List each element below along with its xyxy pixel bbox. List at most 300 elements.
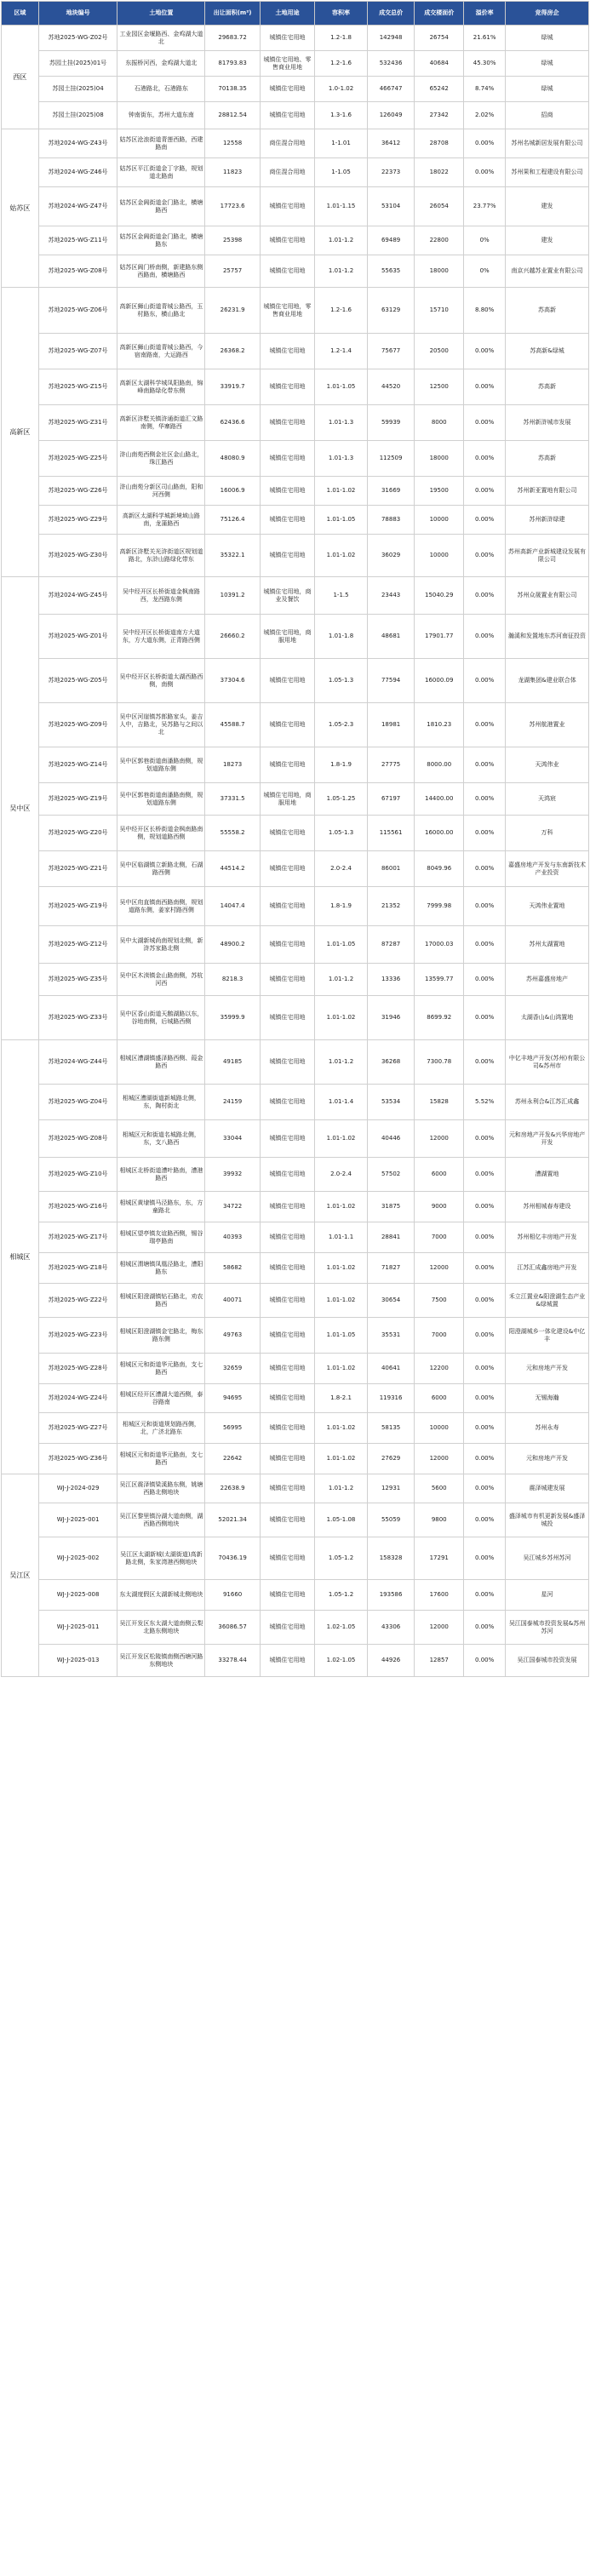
location-cell: 相城区黄埭镇马泾路东，东，方童路北 [117, 1192, 205, 1222]
unit-price-cell: 9000 [415, 1192, 464, 1222]
parcel-code-cell: 苏地2025-WG-Z06号 [38, 288, 117, 334]
premium-rate-cell: 21.61% [464, 26, 506, 51]
table-row [2, 1354, 589, 1384]
winner-cell: 苏州众晟置业有限公司 [506, 577, 589, 615]
premium-rate-cell: 8.74% [464, 77, 506, 102]
total-price-cell: 78883 [367, 506, 414, 535]
area-cell: 24159 [205, 1085, 260, 1120]
parcel-code-cell: 苏地2024-WG-Z47号 [38, 187, 117, 226]
total-price-cell: 30654 [367, 1284, 414, 1318]
location-cell: 相城区元和街道华元路南，支七路西 [117, 1444, 205, 1474]
table-row [2, 1192, 589, 1222]
unit-price-cell: 6000 [415, 1158, 464, 1192]
parcel-code-cell: 苏地2025-WG-Z12号 [38, 926, 117, 964]
premium-rate-cell: 5.52% [464, 1085, 506, 1120]
plot-ratio-cell: 1.2-1.6 [315, 51, 368, 77]
winner-cell: 星河 [506, 1580, 589, 1611]
plot-ratio-cell: 1.01-1.05 [315, 926, 368, 964]
table-row [2, 1040, 589, 1085]
parcel-code-cell: 苏地2025-WG-Z08号 [38, 255, 117, 288]
plot-ratio-cell: 1.01-1.2 [315, 1040, 368, 1085]
location-cell: 相城区经开区漕湖大道西侧，泰谷路南 [117, 1384, 205, 1413]
premium-rate-cell: 0.00% [464, 1537, 506, 1580]
premium-rate-cell: 0.00% [464, 1222, 506, 1253]
winner-cell: 元和房地产开发 [506, 1444, 589, 1474]
area-cell: 37304.6 [205, 659, 260, 703]
plot-ratio-cell: 1.01-1.05 [315, 1318, 368, 1354]
header-area: 出让面积(m²) [205, 2, 260, 26]
unit-price-cell: 10000 [415, 535, 464, 577]
winner-cell: 苏州新浒城市发展 [506, 405, 589, 441]
unit-price-cell: 26054 [415, 187, 464, 226]
plot-ratio-cell: 1.01-1.02 [315, 1413, 368, 1444]
unit-price-cell: 16000.09 [415, 659, 464, 703]
table-row [2, 1537, 589, 1580]
winner-cell: 江苏汇成鑫房地产开发 [506, 1253, 589, 1284]
total-price-cell: 23443 [367, 577, 414, 615]
unit-price-cell: 18000 [415, 441, 464, 477]
parcel-code-cell: WJ-J-2025-002 [38, 1537, 117, 1580]
area-cell: 70138.35 [205, 77, 260, 102]
unit-price-cell: 17600 [415, 1580, 464, 1611]
plot-ratio-cell: 1.01-1.02 [315, 996, 368, 1040]
winner-cell: 苏高新&绿城 [506, 334, 589, 369]
area-cell: 94695 [205, 1384, 260, 1413]
table-row [2, 1085, 589, 1120]
unit-price-cell: 40684 [415, 51, 464, 77]
premium-rate-cell: 0.00% [464, 405, 506, 441]
winner-cell: 绿城 [506, 77, 589, 102]
winner-cell: 苏州新亚置地有限公司 [506, 477, 589, 506]
area-cell: 55558.2 [205, 816, 260, 851]
unit-price-cell: 27342 [415, 102, 464, 129]
location-cell: 相城区望亭镇友谊路西侧，锡谷瑞亭路南 [117, 1222, 205, 1253]
land-use-cell: 城镇住宅用地 [260, 26, 314, 51]
table-row [2, 1645, 589, 1677]
winner-cell: 天鸿伟业 [506, 747, 589, 783]
table-row [2, 996, 589, 1040]
location-cell: 吴江区黎里镇汾湖大道南侧，湖西路西侧地块 [117, 1503, 205, 1537]
unit-price-cell: 15040.29 [415, 577, 464, 615]
location-cell: 相城区漕湖镇盛泽路西侧、葭金路西 [117, 1040, 205, 1085]
location-cell: 吴中经开区长桥街道金枫南路南侧，规划道路西侧 [117, 816, 205, 851]
total-price-cell: 27629 [367, 1444, 414, 1474]
parcel-code-cell: 苏地2025-WG-Z27号 [38, 1413, 117, 1444]
area-cell: 25398 [205, 226, 260, 255]
plot-ratio-cell: 1.05-1.08 [315, 1503, 368, 1537]
land-use-cell: 城镇住宅用地 [260, 887, 314, 926]
location-cell: 高新区太湖科学城凤阳路南，锦峰南路绿化带东侧 [117, 369, 205, 405]
winner-cell: 苏州太湖置地 [506, 926, 589, 964]
premium-rate-cell: 0.00% [464, 1580, 506, 1611]
location-cell: 吴江区太湖新城(太湖街道)高新路北侧，朱家湾港西侧地块 [117, 1537, 205, 1580]
plot-ratio-cell: 1.05-1.3 [315, 659, 368, 703]
unit-price-cell: 10000 [415, 1413, 464, 1444]
land-use-cell: 城镇住宅用地 [260, 1537, 314, 1580]
location-cell: 吴中经开区长桥街道金枫南路西，龙西路东侧 [117, 577, 205, 615]
total-price-cell: 36029 [367, 535, 414, 577]
table-row [2, 783, 589, 816]
total-price-cell: 36412 [367, 129, 414, 158]
winner-cell: 苏州高新产业新城建设发展有限公司 [506, 535, 589, 577]
unit-price-cell: 12857 [415, 1645, 464, 1677]
parcel-code-cell: 苏地2025-WG-Z28号 [38, 1354, 117, 1384]
premium-rate-cell: 0.00% [464, 615, 506, 659]
unit-price-cell: 1810.23 [415, 703, 464, 747]
total-price-cell: 18981 [367, 703, 414, 747]
plot-ratio-cell: 1.01-1.02 [315, 477, 368, 506]
premium-rate-cell: 0.00% [464, 1158, 506, 1192]
winner-cell: 建发 [506, 226, 589, 255]
total-price-cell: 193586 [367, 1580, 414, 1611]
table-row [2, 369, 589, 405]
table-row [2, 334, 589, 369]
unit-price-cell: 8049.96 [415, 851, 464, 887]
table-row [2, 477, 589, 506]
land-use-cell: 城镇住宅用地 [260, 964, 314, 996]
plot-ratio-cell: 1.2-1.8 [315, 26, 368, 51]
premium-rate-cell: 0% [464, 226, 506, 255]
area-cell: 62436.6 [205, 405, 260, 441]
total-price-cell: 53534 [367, 1085, 414, 1120]
area-cell: 49763 [205, 1318, 260, 1354]
premium-rate-cell: 0.00% [464, 1284, 506, 1318]
total-price-cell: 21352 [367, 887, 414, 926]
parcel-code-cell: 苏地2025-WG-Z05号 [38, 659, 117, 703]
unit-price-cell: 7300.78 [415, 1040, 464, 1085]
header-unit-price: 成交楼面价 [415, 2, 464, 26]
area-cell: 40071 [205, 1284, 260, 1318]
premium-rate-cell: 0.00% [464, 1413, 506, 1444]
area-cell: 26368.2 [205, 334, 260, 369]
location-cell: 吴中经开区长桥街道太湖西路西侧，南侧 [117, 659, 205, 703]
land-use-cell: 城镇住宅用地 [260, 535, 314, 577]
unit-price-cell: 7000 [415, 1318, 464, 1354]
premium-rate-cell: 0.00% [464, 964, 506, 996]
plot-ratio-cell: 1.8-2.1 [315, 1384, 368, 1413]
premium-rate-cell: 8.80% [464, 288, 506, 334]
total-price-cell: 75677 [367, 334, 414, 369]
total-price-cell: 31875 [367, 1192, 414, 1222]
unit-price-cell: 5600 [415, 1474, 464, 1503]
unit-price-cell: 18000 [415, 255, 464, 288]
premium-rate-cell: 0.00% [464, 535, 506, 577]
parcel-code-cell: 苏地2025-WG-Z23号 [38, 1318, 117, 1354]
area-cell: 56995 [205, 1413, 260, 1444]
premium-rate-cell: 0.00% [464, 1120, 506, 1158]
winner-cell: 中亿丰地产开发(苏州)有限公司&苏州市 [506, 1040, 589, 1085]
land-use-cell: 城镇住宅用地 [260, 1158, 314, 1192]
premium-rate-cell: 0.00% [464, 441, 506, 477]
parcel-code-cell: 苏地2025-WG-Z04号 [38, 1085, 117, 1120]
winner-cell: 天鸿伟业置地 [506, 887, 589, 926]
land-use-cell: 城镇住宅用地 [260, 996, 314, 1040]
land-use-cell: 城镇住宅用地 [260, 1284, 314, 1318]
winner-cell: 元和房地产开发 [506, 1354, 589, 1384]
winner-cell: 苏州嘉盛房地产 [506, 964, 589, 996]
area-cell: 81793.83 [205, 51, 260, 77]
area-cell: 26660.2 [205, 615, 260, 659]
winner-cell: 天鸿宸 [506, 783, 589, 816]
table-row [2, 129, 589, 158]
parcel-code-cell: WJ-J-2025-013 [38, 1645, 117, 1677]
land-use-cell: 城镇住宅用地 [260, 102, 314, 129]
unit-price-cell: 22800 [415, 226, 464, 255]
premium-rate-cell: 0.00% [464, 1192, 506, 1222]
unit-price-cell: 16000.00 [415, 816, 464, 851]
location-cell: 姑苏区平江街道金丁字路，规划道北路南 [117, 158, 205, 187]
plot-ratio-cell: 1.01-1.3 [315, 405, 368, 441]
plot-ratio-cell: 1.01-1.05 [315, 369, 368, 405]
table-row [2, 1158, 589, 1192]
plot-ratio-cell: 1.05-2.3 [315, 703, 368, 747]
area-cell: 22642 [205, 1444, 260, 1474]
parcel-code-cell: 苏地2025-WG-Z25号 [38, 441, 117, 477]
winner-cell: 南京兴越苏业置业有限公司 [506, 255, 589, 288]
table-row [2, 288, 589, 334]
land-use-cell: 城镇住宅用地 [260, 77, 314, 102]
location-cell: 吴江开发区东太湖大道南侧云梨北路东侧地块 [117, 1611, 205, 1645]
land-auction-table [1, 1, 589, 1677]
location-cell: 相城区渭塘镇凤凰泾路北，漕阳路东 [117, 1253, 205, 1284]
location-cell: 吴中区郭巷街道南潘路南侧，规划道路东侧 [117, 747, 205, 783]
location-cell: 吴中区郭巷街道南潘路南侧，规划道路东侧 [117, 783, 205, 816]
area-cell: 32659 [205, 1354, 260, 1384]
table-row [2, 1503, 589, 1537]
total-price-cell: 27775 [367, 747, 414, 783]
premium-rate-cell: 0.00% [464, 747, 506, 783]
area-cell: 25757 [205, 255, 260, 288]
winner-cell: 招商 [506, 102, 589, 129]
winner-cell: 苏州果和工程建设有限公司 [506, 158, 589, 187]
table-row [2, 506, 589, 535]
area-cell: 8218.3 [205, 964, 260, 996]
total-price-cell: 142948 [367, 26, 414, 51]
plot-ratio-cell: 1.8-1.9 [315, 747, 368, 783]
plot-ratio-cell: 1.05-1.25 [315, 783, 368, 816]
parcel-code-cell: 苏地2025-WG-Z30号 [38, 535, 117, 577]
plot-ratio-cell: 1.01-1.2 [315, 255, 368, 288]
parcel-code-cell: 苏地2025-WG-Z21号 [38, 851, 117, 887]
premium-rate-cell: 0.00% [464, 851, 506, 887]
area-cell: 48080.9 [205, 441, 260, 477]
parcel-code-cell: 苏地2025-WG-Z33号 [38, 996, 117, 1040]
location-cell: 浒山南苑西侧金社区金山路北，珠江路西 [117, 441, 205, 477]
table-row [2, 926, 589, 964]
premium-rate-cell: 0.00% [464, 703, 506, 747]
land-use-cell: 城镇住宅用地，商服用地 [260, 615, 314, 659]
land-use-cell: 城镇住宅用地 [260, 816, 314, 851]
unit-price-cell: 13599.77 [415, 964, 464, 996]
plot-ratio-cell: 2.0-2.4 [315, 851, 368, 887]
location-cell: 工业园区金堰路西、金鸡湖大道北 [117, 26, 205, 51]
area-cell: 16006.9 [205, 477, 260, 506]
unit-price-cell: 17000.03 [415, 926, 464, 964]
table-row [2, 51, 589, 77]
area-cell: 18273 [205, 747, 260, 783]
premium-rate-cell: 0.00% [464, 1253, 506, 1284]
location-cell: 石港路北，石港路东 [117, 77, 205, 102]
plot-ratio-cell: 2.0-2.4 [315, 1158, 368, 1192]
premium-rate-cell: 0.00% [464, 659, 506, 703]
plot-ratio-cell: 1.01-1.02 [315, 1192, 368, 1222]
land-use-cell: 城镇住宅用地 [260, 1444, 314, 1474]
premium-rate-cell: 0.00% [464, 1444, 506, 1474]
area-cell: 44514.2 [205, 851, 260, 887]
land-use-cell: 城镇住宅用地 [260, 1580, 314, 1611]
location-cell: 姑苏区金阊街道金门路北，横塘路西 [117, 187, 205, 226]
table-row [2, 1474, 589, 1503]
land-use-cell: 城镇住宅用地 [260, 1474, 314, 1503]
winner-cell: 吴江国泰城市投资发展&苏州苏河 [506, 1611, 589, 1645]
land-use-cell: 城镇住宅用地 [260, 506, 314, 535]
land-use-cell: 城镇住宅用地 [260, 1253, 314, 1284]
winner-cell: 苏高新 [506, 369, 589, 405]
table-row [2, 1284, 589, 1318]
district-cell: 高新区 [2, 288, 39, 577]
unit-price-cell: 20500 [415, 334, 464, 369]
table-row [2, 1120, 589, 1158]
premium-rate-cell: 45.30% [464, 51, 506, 77]
unit-price-cell: 26754 [415, 26, 464, 51]
land-use-cell: 城镇住宅用地 [260, 1384, 314, 1413]
area-cell: 36086.57 [205, 1611, 260, 1645]
total-price-cell: 12931 [367, 1474, 414, 1503]
total-price-cell: 119316 [367, 1384, 414, 1413]
plot-ratio-cell: 1.01-1.2 [315, 964, 368, 996]
total-price-cell: 126049 [367, 102, 414, 129]
land-use-cell: 城镇住宅用地 [260, 1120, 314, 1158]
plot-ratio-cell: 1.01-1.05 [315, 506, 368, 535]
area-cell: 14047.4 [205, 887, 260, 926]
unit-price-cell: 12000 [415, 1253, 464, 1284]
table-row [2, 187, 589, 226]
total-price-cell: 13336 [367, 964, 414, 996]
table-row [2, 441, 589, 477]
land-use-cell: 城镇住宅用地 [260, 1413, 314, 1444]
location-cell: 相城区元和街道规划路西侧，北，广济北路东 [117, 1413, 205, 1444]
unit-price-cell: 14400.00 [415, 783, 464, 816]
parcel-code-cell: 苏地2024-WG-Z43号 [38, 129, 117, 158]
table-row [2, 816, 589, 851]
location-cell: 吴江开发区松陵镇南侧西塘河路东侧地块 [117, 1645, 205, 1677]
location-cell: 姑苏区沧浪街道青莲西路，西建路南 [117, 129, 205, 158]
plot-ratio-cell: 1.01-1.02 [315, 1253, 368, 1284]
plot-ratio-cell: 1.2-1.6 [315, 288, 368, 334]
area-cell: 40393 [205, 1222, 260, 1253]
parcel-code-cell: 苏园土挂(2025)01号 [38, 51, 117, 77]
table-row [2, 887, 589, 926]
parcel-code-cell: WJ-J-2025-001 [38, 1503, 117, 1537]
winner-cell: 吴江国泰城市投资发展 [506, 1645, 589, 1677]
unit-price-cell: 15828 [415, 1085, 464, 1120]
location-cell: 吴中区木渎镇金山路南侧，苏杭河西 [117, 964, 205, 996]
location-cell: 钟南街东，苏州大道东南 [117, 102, 205, 129]
plot-ratio-cell: 1.01-1.02 [315, 1444, 368, 1474]
total-price-cell: 63129 [367, 288, 414, 334]
winner-cell: 震泽城建发展 [506, 1474, 589, 1503]
winner-cell: 苏州永利合&江苏汇成鑫 [506, 1085, 589, 1120]
area-cell: 26231.9 [205, 288, 260, 334]
unit-price-cell: 7000 [415, 1222, 464, 1253]
plot-ratio-cell: 1.05-1.2 [315, 1580, 368, 1611]
total-price-cell: 86001 [367, 851, 414, 887]
header-land-use: 土地用途 [260, 2, 314, 26]
premium-rate-cell: 0.00% [464, 926, 506, 964]
parcel-code-cell: 苏地2025-WG-Z19号 [38, 783, 117, 816]
parcel-code-cell: WJ-J-2024-029 [38, 1474, 117, 1503]
table-row [2, 535, 589, 577]
winner-cell: 绿城 [506, 26, 589, 51]
land-use-cell: 城镇住宅用地，零售商业用地 [260, 288, 314, 334]
area-cell: 52021.34 [205, 1503, 260, 1537]
parcel-code-cell: 苏地2025-WG-Z08号 [38, 1120, 117, 1158]
parcel-code-cell: 苏地2024-WG-Z46号 [38, 158, 117, 187]
premium-rate-cell: 0% [464, 255, 506, 288]
location-cell: 相城区元和街道华元路南，支七路西 [117, 1354, 205, 1384]
winner-cell: 禾立江置业&阳澄湖生态产业&绿城置 [506, 1284, 589, 1318]
unit-price-cell: 8000 [415, 405, 464, 441]
unit-price-cell: 8699.92 [415, 996, 464, 1040]
plot-ratio-cell: 1.01-1.1 [315, 1222, 368, 1253]
location-cell: 吴中区甪直镇南西路南侧，规划道路东侧，姜家村路西侧 [117, 887, 205, 926]
plot-ratio-cell: 1.0-1.02 [315, 77, 368, 102]
header-total-price: 成交总价 [367, 2, 414, 26]
winner-cell: 苏州相城春寿建设 [506, 1192, 589, 1222]
premium-rate-cell: 0.00% [464, 783, 506, 816]
premium-rate-cell: 0.00% [464, 158, 506, 187]
total-price-cell: 112509 [367, 441, 414, 477]
district-cell: 姑苏区 [2, 129, 39, 288]
table-row [2, 1413, 589, 1444]
location-cell: 吴中太湖新城尚南规划北侧，新浒苏家路北侧 [117, 926, 205, 964]
location-cell: 相城区北桥街道漕叶路南，漕港路西 [117, 1158, 205, 1192]
land-use-cell: 城镇住宅用地 [260, 703, 314, 747]
premium-rate-cell: 0.00% [464, 477, 506, 506]
area-cell: 35999.9 [205, 996, 260, 1040]
premium-rate-cell: 0.00% [464, 1318, 506, 1354]
table-row [2, 26, 589, 51]
total-price-cell: 31946 [367, 996, 414, 1040]
plot-ratio-cell: 1.01-1.02 [315, 1120, 368, 1158]
winner-cell: 万科 [506, 816, 589, 851]
parcel-code-cell: 苏园土挂(2025)04 [38, 77, 117, 102]
land-use-cell: 城镇住宅用地 [260, 1354, 314, 1384]
land-use-cell: 城镇住宅用地 [260, 405, 314, 441]
parcel-code-cell: 苏地2025-WG-Z14号 [38, 747, 117, 783]
parcel-code-cell: 苏地2025-WG-Z36号 [38, 1444, 117, 1474]
parcel-code-cell: 苏地2025-WG-Z29号 [38, 506, 117, 535]
table-row [2, 851, 589, 887]
area-cell: 75126.4 [205, 506, 260, 535]
parcel-code-cell: 苏园土挂(2025)08 [38, 102, 117, 129]
unit-price-cell: 10000 [415, 506, 464, 535]
total-price-cell: 69489 [367, 226, 414, 255]
location-cell: 吴江区震泽镇梁溪路东侧，姚塘西路北侧地块 [117, 1474, 205, 1503]
location-cell: 东振桥河西，金鸡湖大道北 [117, 51, 205, 77]
plot-ratio-cell: 1.01-1.15 [315, 187, 368, 226]
winner-cell: 太湖香山&山鸿置地 [506, 996, 589, 1040]
parcel-code-cell: 苏地2025-WG-Z19号 [38, 887, 117, 926]
parcel-code-cell: 苏地2024-WG-Z44号 [38, 1040, 117, 1085]
total-price-cell: 158328 [367, 1537, 414, 1580]
unit-price-cell: 19500 [415, 477, 464, 506]
premium-rate-cell: 0.00% [464, 129, 506, 158]
total-price-cell: 53104 [367, 187, 414, 226]
header-winner: 竞得房企 [506, 2, 589, 26]
total-price-cell: 77594 [367, 659, 414, 703]
area-cell: 37331.5 [205, 783, 260, 816]
